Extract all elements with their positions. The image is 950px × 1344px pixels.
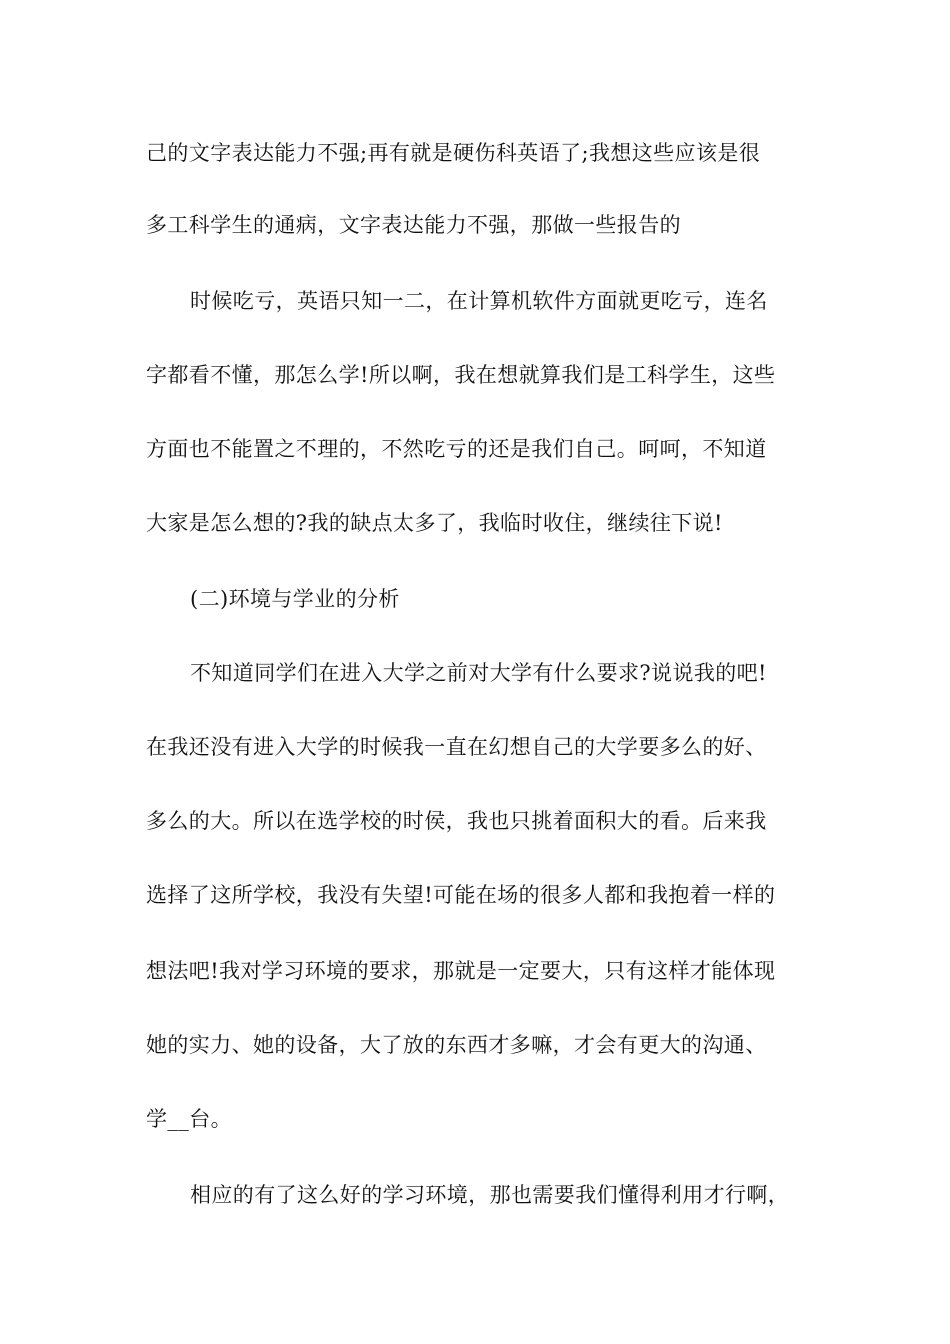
- text-line: 选择了这所学校，我没有失望!可能在场的很多人都和我抱着一样的: [146, 883, 776, 907]
- text-line: 相应的有了这么好的学习环境，那也需要我们懂得利用才行啊，: [190, 1183, 790, 1207]
- text-line: 己的文字表达能力不强;再有就是硬伤科英语了;我想这些应该是很: [146, 141, 761, 165]
- text-line: 时候吃亏，英语只知一二，在计算机软件方面就更吃亏，连名: [190, 289, 768, 313]
- text-line: 不知道同学们在进入大学之前对大学有什么要求?说说我的吧!: [190, 661, 767, 685]
- text-line: 想法吧!我对学习环境的要求，那就是一定要大，只有这样才能体现: [146, 959, 776, 983]
- section-heading: (二)环境与学业的分析: [190, 587, 400, 611]
- text-line: 字都看不懂，那怎么学!所以啊，我在想就算我们是工科学生，这些: [146, 363, 776, 387]
- text-line: 多么的大。所以在选学校的时侯，我也只挑着面积大的看。后来我: [146, 809, 767, 833]
- text-line: 学__台。: [146, 1107, 232, 1131]
- text-line: 多工科学生的通病，文字表达能力不强，那做一些报告的: [146, 213, 681, 237]
- text-line: 她的实力、她的设备，大了放的东西才多嘛，才会有更大的沟通、: [146, 1033, 767, 1057]
- text-line: 在我还没有进入大学的时候我一直在幻想自己的大学要多么的好、: [146, 735, 767, 759]
- text-line: 方面也不能置之不理的，不然吃亏的还是我们自己。呵呵，不知道: [146, 437, 767, 461]
- text-line: 大家是怎么想的?我的缺点太多了，我临时收住，继续往下说!: [146, 511, 723, 535]
